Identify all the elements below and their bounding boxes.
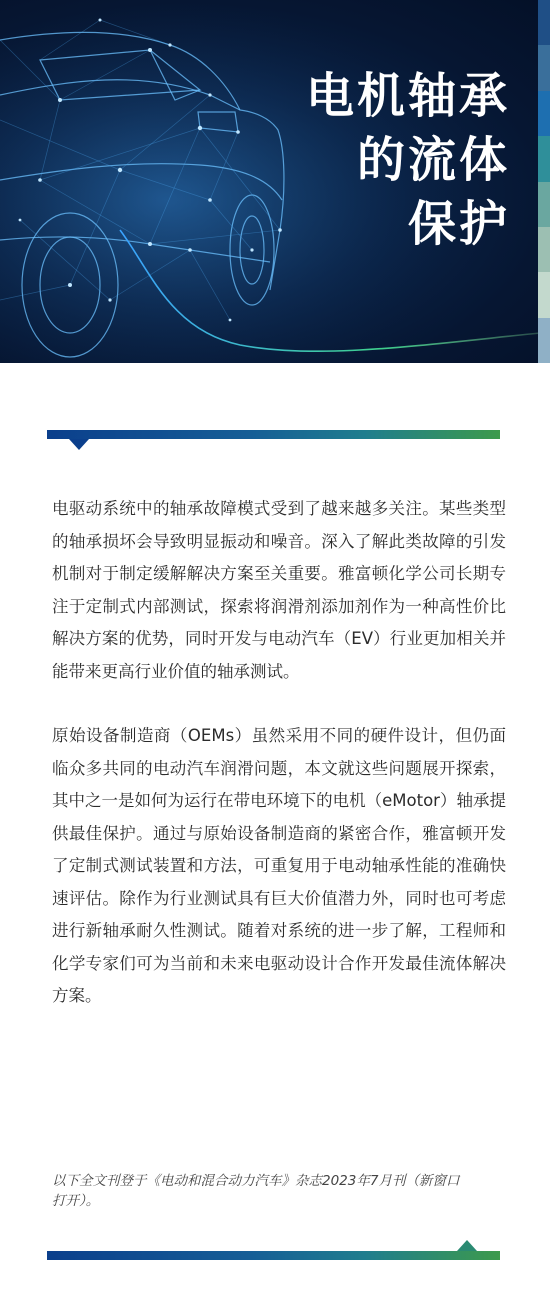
publication-note-link[interactable]: 以下全文刊登于《电动和混合动力汽车》杂志2023年7月刊（新窗口打开）。 <box>52 1173 460 1209</box>
divider-notch-down <box>69 439 89 450</box>
title-line-2: 的流体 <box>356 132 510 188</box>
section-divider-top <box>47 430 500 439</box>
title-line-1: 电机轴承 <box>305 68 510 124</box>
divider-notch-up <box>457 1240 477 1251</box>
article-body <box>52 493 506 1045</box>
paragraph-2: 原始设备制造商（OEMs）虽然采用不同的硬件设计，但仍面临众多共同的电动汽车润滑问题，本文就这些问题展开探索，其中之一是如何为运行在带电环境下的电机（eMotor）轴承提供最佳保护。通过与原始设备制造商的紧密合作，雅富顿开发了定制式测试装置和方法，可重复用于电动轴承性能的准确快速评估。除作为行业测试具有巨大价值潜力外，同时也可考虑进行新轴承耐久性测试。随着对系统的进一步了解，工程师和化学专家们可为当前和未来电驱动设计合作开发最佳流体解决方案。 <box>52 726 506 1005</box>
page-title <box>210 64 510 256</box>
paragraph-1: 电驱动系统中的轴承故障模式受到了越来越多关注。某些类型的轴承损坏会导致明显振动和噪音。深入了解此类故障的引发机制对于制定缓解解决方案至关重要。雅富顿化学公司长期专注于定制式内部测试，探索将润滑剂添加剂作为一种高性价比解决方案的优势，同时开发与电动汽车（EV）行业更加相关并能带来更高行业价值的轴承测试。 <box>52 499 506 681</box>
title-line-3: 保护 <box>407 196 510 252</box>
section-divider-bottom <box>47 1251 500 1260</box>
hero-color-strip <box>538 0 550 363</box>
hero-banner <box>0 0 550 363</box>
